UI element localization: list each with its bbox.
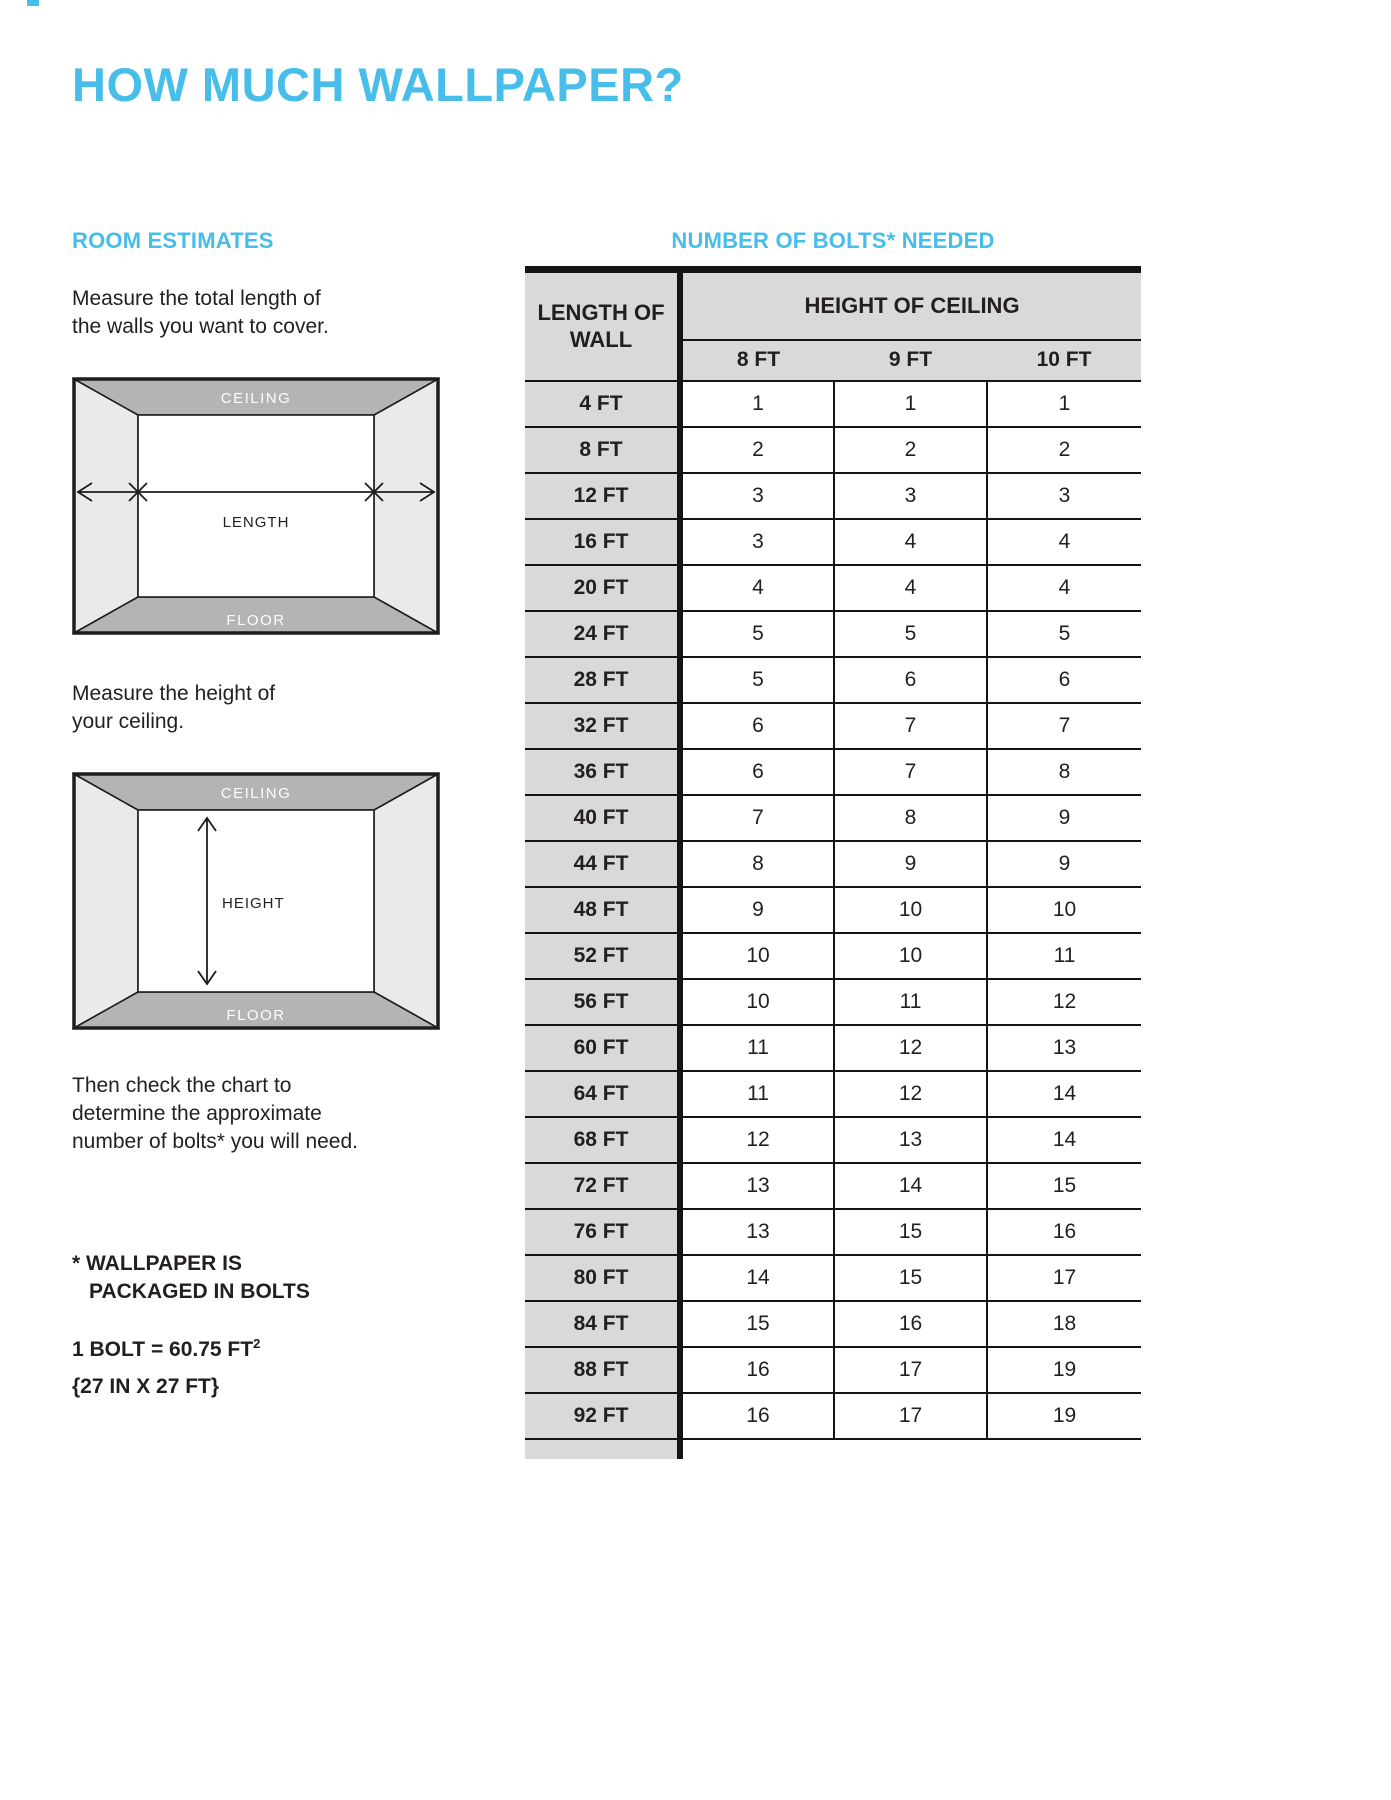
wall-length-cell: 60 FT <box>525 1025 680 1071</box>
bolt-count-cell: 1 <box>680 381 834 427</box>
bolt-count-cell: 1 <box>834 381 987 427</box>
room-walls <box>74 379 438 633</box>
ceiling-label: CEILING <box>220 390 292 408</box>
bolt-count-cell: 9 <box>834 841 987 887</box>
wall-length-cell: 4 FT <box>525 381 680 427</box>
bolt-count-cell: 2 <box>834 427 987 473</box>
bolt-count-cell: 14 <box>834 1163 987 1209</box>
wall-length-cell: 72 FT <box>525 1163 680 1209</box>
wall-length-cell: 12 FT <box>525 473 680 519</box>
wall-length-cell: 44 FT <box>525 841 680 887</box>
room-estimates-heading: ROOM ESTIMATES <box>72 228 274 254</box>
wall-length-cell: 64 FT <box>525 1071 680 1117</box>
table-row <box>525 657 1141 703</box>
bolt-exponent: 2 <box>253 1336 261 1352</box>
table-row <box>525 565 1141 611</box>
bolt-count-cell: 7 <box>987 703 1141 749</box>
bolt-count-cell: 11 <box>987 933 1141 979</box>
wall-length-cell: 68 FT <box>525 1117 680 1163</box>
wall-length-cell: 52 FT <box>525 933 680 979</box>
instructions-column <box>72 230 440 1459</box>
bolt-count-cell: 10 <box>680 979 834 1025</box>
ceiling-label: CEILING <box>220 785 292 803</box>
height-diagram <box>72 772 440 1030</box>
bolt-count-cell: 14 <box>987 1117 1141 1163</box>
bolt-count-cell: 17 <box>834 1393 987 1439</box>
length-label: LENGTH <box>222 514 290 532</box>
corner-mark <box>27 0 39 6</box>
table-row <box>525 703 1141 749</box>
table-row <box>525 1071 1141 1117</box>
table-row <box>525 841 1141 887</box>
bolt-count-cell: 4 <box>987 565 1141 611</box>
wall-length-cell: 20 FT <box>525 565 680 611</box>
page-title: HOW MUCH WALLPAPER? <box>72 58 684 111</box>
bolt-count-cell: 4 <box>680 565 834 611</box>
height-of-ceiling-header: HEIGHT OF CEILING <box>680 270 1141 340</box>
wall-length-cell: 56 FT <box>525 979 680 1025</box>
text-line: PACKAGED IN BOLTS <box>89 1280 310 1304</box>
wall-length-cell: 8 FT <box>525 427 680 473</box>
wall-length-cell: 28 FT <box>525 657 680 703</box>
table-column <box>525 230 1141 1459</box>
bolt-count-cell: 6 <box>680 749 834 795</box>
measure-length-text <box>72 285 440 341</box>
bolt-count-cell: 17 <box>834 1347 987 1393</box>
table-row <box>525 1393 1141 1439</box>
bolt-count-cell: 17 <box>987 1255 1141 1301</box>
wall-length-cell: 80 FT <box>525 1255 680 1301</box>
bolt-count-cell: 6 <box>680 703 834 749</box>
text-line: * WALLPAPER IS <box>72 1252 242 1276</box>
text-line: the walls you want to cover. <box>72 315 329 339</box>
length-diagram <box>72 377 440 635</box>
wall-length-cell: 36 FT <box>525 749 680 795</box>
bolt-count-cell: 4 <box>834 565 987 611</box>
bolt-count-cell: 16 <box>680 1393 834 1439</box>
text-line: determine the approximate <box>72 1102 322 1126</box>
text-line: number of bolts* you will need. <box>72 1130 358 1154</box>
bolt-count-cell: 15 <box>834 1209 987 1255</box>
table-row <box>525 979 1141 1025</box>
floor-label: FLOOR <box>226 1007 286 1025</box>
bolt-count-cell: 14 <box>680 1255 834 1301</box>
stub-spacer <box>680 1439 1141 1459</box>
length-of-wall-header: LENGTH OF WALL <box>525 270 680 381</box>
table-row <box>525 1301 1141 1347</box>
bolts-table <box>525 266 1141 1459</box>
text-line: Then check the chart to <box>72 1074 292 1098</box>
bolt-count-cell: 13 <box>987 1025 1141 1071</box>
bolt-count-cell: 7 <box>834 749 987 795</box>
table-row <box>525 887 1141 933</box>
table-row <box>525 473 1141 519</box>
bolt-count-cell: 10 <box>680 933 834 979</box>
col-header-8ft: 8 FT <box>680 340 834 381</box>
wall-length-cell: 84 FT <box>525 1301 680 1347</box>
bolt-count-cell: 18 <box>987 1301 1141 1347</box>
bolt-count-cell: 4 <box>834 519 987 565</box>
bolt-count-cell: 7 <box>680 795 834 841</box>
wall-length-cell: 88 FT <box>525 1347 680 1393</box>
bolt-count-cell: 6 <box>834 657 987 703</box>
bolt-count-cell: 5 <box>680 657 834 703</box>
group-header-row <box>525 270 1141 340</box>
bolt-count-cell: 11 <box>680 1071 834 1117</box>
bolt-count-cell: 2 <box>680 427 834 473</box>
col-header-10ft: 10 FT <box>987 340 1141 381</box>
wall-length-cell: 92 FT <box>525 1393 680 1439</box>
bolt-equation-line <box>72 1330 440 1364</box>
bolt-equation-text: 1 BOLT = 60.75 FT <box>72 1338 254 1362</box>
bolt-count-cell: 3 <box>680 473 834 519</box>
bolt-count-cell: 6 <box>987 657 1141 703</box>
bolt-count-cell: 12 <box>680 1117 834 1163</box>
bolts-needed-heading: NUMBER OF BOLTS* NEEDED <box>671 228 995 254</box>
bolts-footnote <box>72 1250 440 1306</box>
table-row <box>525 795 1141 841</box>
bolt-count-cell: 13 <box>680 1209 834 1255</box>
table-row <box>525 381 1141 427</box>
bolt-count-cell: 15 <box>834 1255 987 1301</box>
bolt-count-cell: 8 <box>834 795 987 841</box>
table-row <box>525 1025 1141 1071</box>
bolt-count-cell: 8 <box>680 841 834 887</box>
measure-height-text <box>72 680 440 736</box>
bolt-count-cell: 4 <box>987 519 1141 565</box>
bolt-dimensions-text: {27 IN X 27 FT} <box>72 1375 220 1399</box>
table-footer-stub <box>525 1439 1141 1459</box>
bolt-count-cell: 5 <box>680 611 834 657</box>
wall-length-cell: 40 FT <box>525 795 680 841</box>
bolt-count-cell: 10 <box>834 933 987 979</box>
height-label: HEIGHT <box>222 895 285 913</box>
wall-length-cell: 48 FT <box>525 887 680 933</box>
bolt-count-cell: 13 <box>834 1117 987 1163</box>
wall-length-cell: 24 FT <box>525 611 680 657</box>
table-row <box>525 427 1141 473</box>
table-row <box>525 611 1141 657</box>
bolt-size-info <box>72 1330 440 1401</box>
bolt-count-cell: 3 <box>987 473 1141 519</box>
table-row <box>525 1163 1141 1209</box>
bolt-count-cell: 12 <box>987 979 1141 1025</box>
wall-length-cell: 32 FT <box>525 703 680 749</box>
bolt-count-cell: 19 <box>987 1347 1141 1393</box>
bolts-table-body <box>525 381 1141 1439</box>
table-row <box>525 1347 1141 1393</box>
bolt-count-cell: 9 <box>987 795 1141 841</box>
bolt-count-cell: 2 <box>987 427 1141 473</box>
bolt-count-cell: 5 <box>987 611 1141 657</box>
bolt-count-cell: 1 <box>987 381 1141 427</box>
bolt-count-cell: 16 <box>834 1301 987 1347</box>
floor-label: FLOOR <box>226 612 286 630</box>
bolt-count-cell: 16 <box>680 1347 834 1393</box>
bolt-count-cell: 7 <box>834 703 987 749</box>
bolt-count-cell: 9 <box>987 841 1141 887</box>
bolt-count-cell: 11 <box>834 979 987 1025</box>
stub-cell <box>525 1439 680 1459</box>
text-line: Measure the height of <box>72 682 276 706</box>
text-line: Measure the total length of <box>72 287 321 311</box>
text-line: your ceiling. <box>72 710 185 734</box>
check-chart-text <box>72 1072 440 1156</box>
bolt-count-cell: 10 <box>834 887 987 933</box>
bolts-table-footer <box>525 1439 1141 1459</box>
table-row <box>525 749 1141 795</box>
bolt-count-cell: 12 <box>834 1071 987 1117</box>
bolt-count-cell: 19 <box>987 1393 1141 1439</box>
bolt-count-cell: 15 <box>987 1163 1141 1209</box>
bolt-count-cell: 11 <box>680 1025 834 1071</box>
bolt-count-cell: 10 <box>987 887 1141 933</box>
bolt-count-cell: 5 <box>834 611 987 657</box>
table-row <box>525 519 1141 565</box>
bolt-count-cell: 16 <box>987 1209 1141 1255</box>
table-row <box>525 1117 1141 1163</box>
bolt-count-cell: 3 <box>680 519 834 565</box>
wall-length-cell: 76 FT <box>525 1209 680 1255</box>
table-row <box>525 1209 1141 1255</box>
content-columns <box>72 230 1321 1459</box>
bolt-count-cell: 15 <box>680 1301 834 1347</box>
bolt-count-cell: 3 <box>834 473 987 519</box>
bolt-count-cell: 12 <box>834 1025 987 1071</box>
table-row <box>525 1255 1141 1301</box>
bolts-table-header <box>525 270 1141 381</box>
bolt-count-cell: 9 <box>680 887 834 933</box>
col-header-9ft: 9 FT <box>834 340 987 381</box>
table-row <box>525 933 1141 979</box>
bolt-count-cell: 14 <box>987 1071 1141 1117</box>
wall-length-cell: 16 FT <box>525 519 680 565</box>
bolt-count-cell: 8 <box>987 749 1141 795</box>
bolt-count-cell: 13 <box>680 1163 834 1209</box>
